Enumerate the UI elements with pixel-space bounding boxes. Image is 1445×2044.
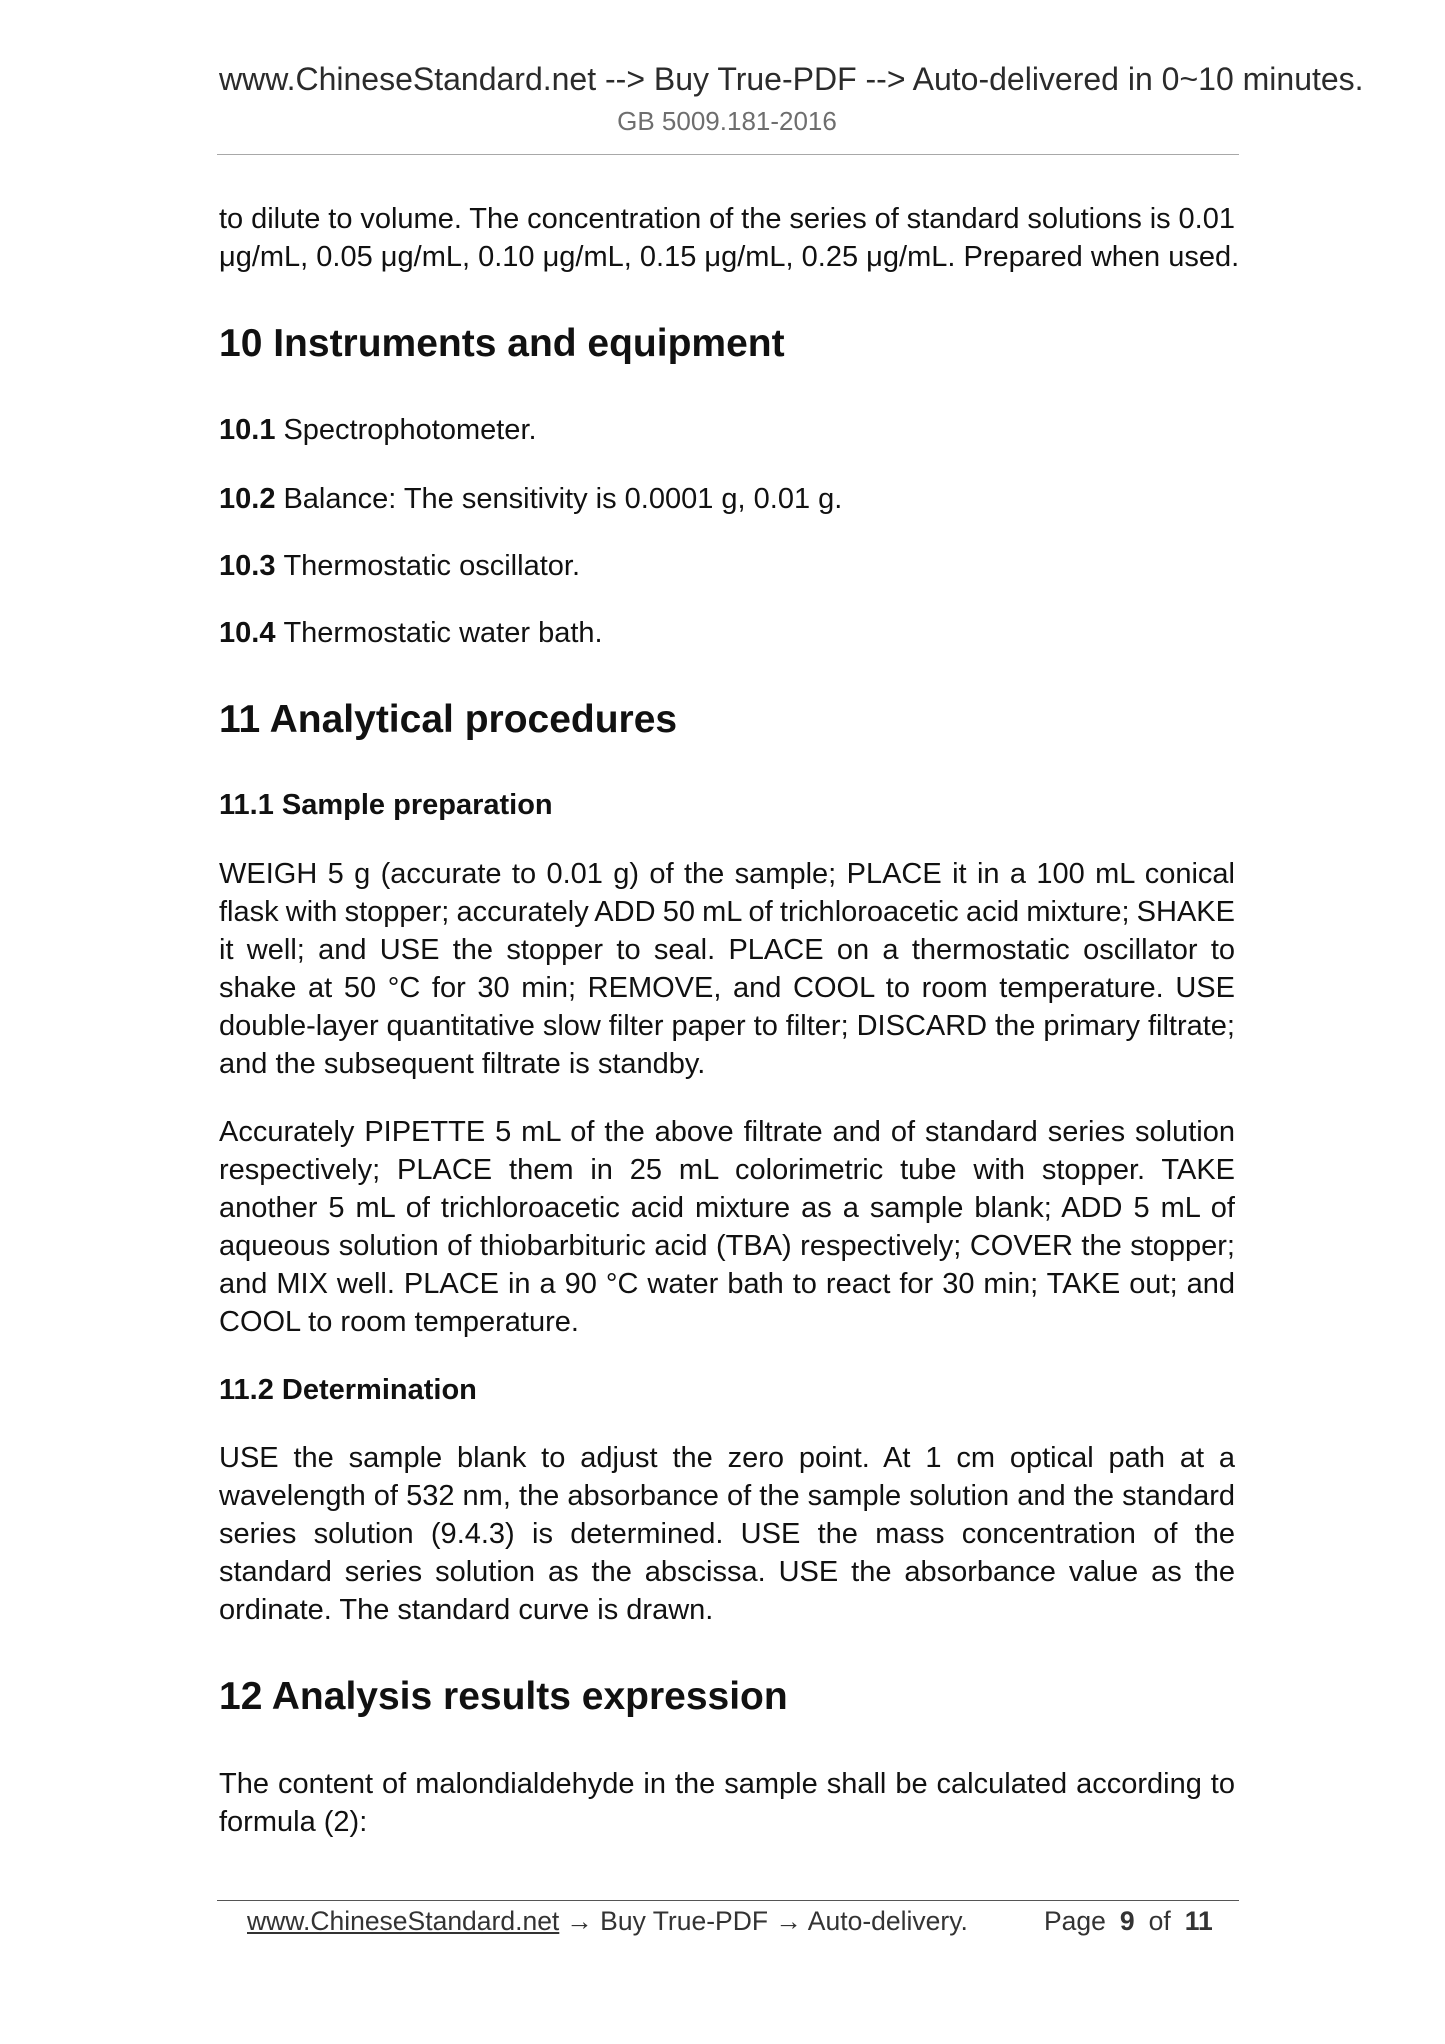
section-heading-10: 10 Instruments and equipment (219, 322, 785, 365)
header-title: www.ChineseStandard.net --> Buy True-PDF --> Auto-delivered in 0~10 minutes. (219, 61, 1364, 97)
subsection-heading-11-2: 11.2 Determination (219, 1374, 477, 1406)
paragraph-line: and MIX well. PLACE in a 90 °C water bath to react for 30 min; TAKE out; and (219, 1268, 1235, 1300)
paragraph-line: respectively; PLACE them in 25 mL colorimetric tube with stopper. TAKE (219, 1154, 1235, 1186)
item-text: Thermostatic oscillator. (283, 550, 580, 582)
item-number: 10.3 (219, 550, 276, 582)
page-indicator (1044, 1905, 1213, 1937)
intro-paragraph (219, 200, 1240, 276)
paragraph-line: Accurately PIPETTE 5 mL of the above filtrate and of standard series solution (219, 1116, 1235, 1148)
paragraph-line: μg/mL, 0.05 μg/mL, 0.10 μg/mL, 0.15 μg/mL, 0.25 μg/mL. Prepared when used. (219, 241, 1240, 273)
item-text: Balance: The sensitivity is 0.0001 g, 0.01 g. (283, 483, 843, 515)
paragraph-line: another 5 mL of trichloroacetic acid mixture as a sample blank; ADD 5 mL of (219, 1192, 1235, 1224)
paragraph-line: it well; and USE the stopper to seal. PLACE on a thermostatic oscillator to (219, 934, 1235, 966)
paragraph-line: formula (2): (219, 1806, 368, 1838)
paragraph-line: COOL to room temperature. (219, 1306, 579, 1338)
paragraph-line: flask with stopper; accurately ADD 50 mL of trichloroacetic acid mixture; SHAKE (219, 896, 1235, 928)
page-of-label: of (1148, 1906, 1171, 1936)
paragraph-line: standard series solution as the abscissa. USE the absorbance value as the (219, 1556, 1235, 1588)
list-item-10-4 (219, 614, 1235, 652)
subsection-heading-11-1: 11.1 Sample preparation (219, 789, 553, 821)
paragraph-pipette (219, 1113, 1235, 1341)
footer-divider (217, 1900, 1239, 1901)
paragraph-determination (219, 1439, 1235, 1629)
list-item-10-1 (219, 411, 1235, 449)
section-heading-12: 12 Analysis results expression (219, 1675, 788, 1718)
paragraph-line: double-layer quantitative slow filter paper to filter; DISCARD the primary filtrate; (219, 1010, 1235, 1042)
header-standard-number: GB 5009.181-2016 (617, 106, 837, 136)
paragraph-line: wavelength of 532 nm, the absorbance of the sample solution and the standard (219, 1480, 1235, 1512)
paragraph-weigh (219, 855, 1235, 1083)
page-total: 11 (1184, 1906, 1213, 1936)
item-text: Thermostatic water bath. (283, 617, 603, 649)
paragraph-line: shake at 50 °C for 30 min; REMOVE, and COOL to room temperature. USE (219, 972, 1235, 1004)
paragraph-line: series solution (9.4.3) is determined. USE the mass concentration of the (219, 1518, 1235, 1550)
header-divider (217, 154, 1239, 155)
item-number: 10.4 (219, 617, 276, 649)
footer-link[interactable]: www.ChineseStandard.net (247, 1906, 560, 1936)
item-number: 10.2 (219, 483, 276, 515)
item-text: Spectrophotometer. (283, 414, 537, 446)
paragraph-line: to dilute to volume. The concentration of the series of standard solutions is 0.01 (219, 203, 1235, 235)
list-item-10-2 (219, 480, 1235, 518)
paragraph-line: USE the sample blank to adjust the zero point. At 1 cm optical path at a (219, 1442, 1235, 1474)
paragraph-line: and the subsequent filtrate is standby. (219, 1048, 706, 1080)
item-number: 10.1 (219, 414, 276, 446)
footer-promo (247, 1905, 968, 1937)
section-heading-11: 11 Analytical procedures (219, 698, 678, 741)
paragraph-line: ordinate. The standard curve is drawn. (219, 1594, 714, 1626)
paragraph-line: The content of malondialdehyde in the sample shall be calculated according to (219, 1768, 1235, 1800)
page-label: Page (1044, 1906, 1106, 1936)
page-number: 9 (1119, 1906, 1135, 1936)
footer-tagline: → Buy True-PDF → Auto-delivery. (566, 1906, 968, 1936)
paragraph-results (219, 1765, 1235, 1841)
list-item-10-3 (219, 547, 1235, 585)
paragraph-line: aqueous solution of thiobarbituric acid (TBA) respectively; COVER the stopper; (219, 1230, 1235, 1262)
paragraph-line: WEIGH 5 g (accurate to 0.01 g) of the sample; PLACE it in a 100 mL conical (219, 858, 1235, 890)
